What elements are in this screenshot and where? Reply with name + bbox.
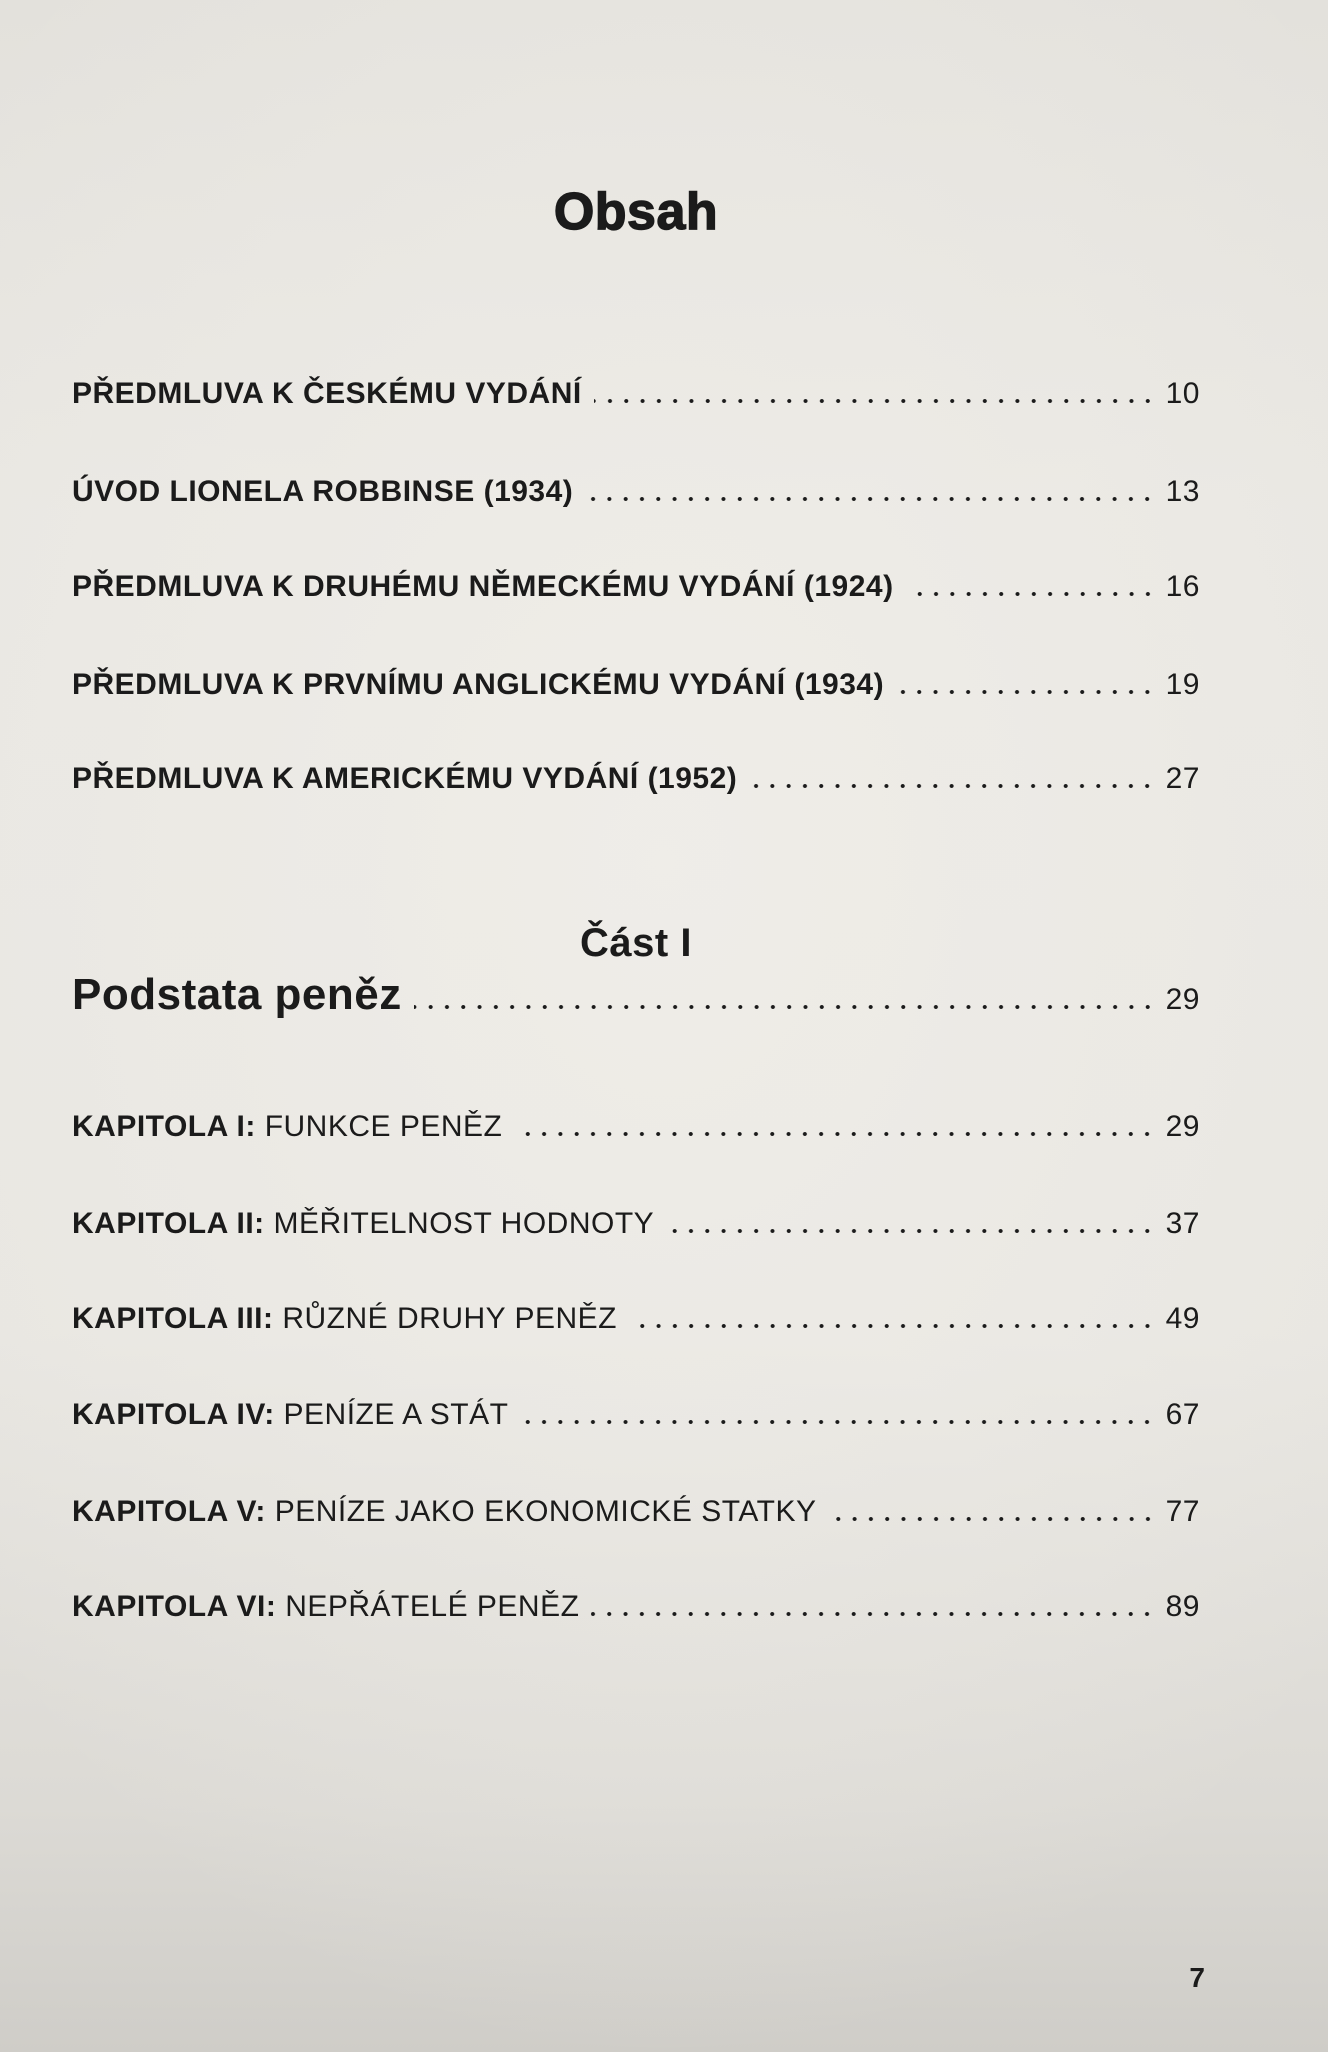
chapter-label: KAPITOLA III: xyxy=(72,1302,274,1335)
toc-entry xyxy=(72,670,1200,700)
toc-entry-title: PŘEDMLUVA K PRVNÍMU ANGLICKÉMU VYDÁNÍ (1934) xyxy=(72,668,885,701)
chapter-entry-text xyxy=(72,1209,654,1239)
toc-page-number: 67 xyxy=(1165,1398,1200,1431)
toc-entry-title: PŘEDMLUVA K DRUHÉMU NĚMECKÉMU VYDÁNÍ (1924) xyxy=(72,570,894,603)
chapter-title: RŮZNÉ DRUHY PENĚZ xyxy=(282,1302,617,1335)
toc-leader xyxy=(520,1420,1155,1424)
chapter-entry xyxy=(72,1497,1200,1527)
chapter-label: KAPITOLA I: xyxy=(72,1110,256,1143)
toc-leader xyxy=(629,1324,1156,1328)
toc-leader xyxy=(749,784,1155,788)
chapter-label: KAPITOLA V: xyxy=(72,1495,266,1528)
toc-page-number: 19 xyxy=(1165,668,1200,701)
toc-entry-title: PŘEDMLUVA K AMERICKÉMU VYDÁNÍ (1952) xyxy=(72,762,738,795)
folio-page-number: 7 xyxy=(1189,1962,1205,1993)
toc-page-number: 16 xyxy=(1165,570,1200,603)
chapter-label: KAPITOLA VI: xyxy=(72,1590,277,1623)
toc-page-number: 29 xyxy=(1165,983,1200,1016)
chapter-title: MĚŘITELNOST HODNOTY xyxy=(273,1207,655,1240)
toc-page-number: 10 xyxy=(1165,377,1200,410)
toc-entry-title: PŘEDMLUVA K ČESKÉMU VYDÁNÍ xyxy=(72,377,582,410)
toc-leader xyxy=(666,1229,1155,1233)
toc-entry xyxy=(72,572,1200,602)
chapter-entry-text xyxy=(72,1400,508,1430)
toc-leader xyxy=(906,592,1156,596)
chapter-title: FUNKCE PENĚZ xyxy=(264,1110,503,1143)
chapter-entry xyxy=(72,1209,1200,1239)
toc-entry xyxy=(72,477,1200,507)
chapter-entry-text xyxy=(72,1592,579,1622)
chapter-entry-text xyxy=(72,1112,502,1142)
part-entry xyxy=(72,970,1200,1019)
part-title: Podstata peněz xyxy=(72,970,402,1019)
chapter-entry xyxy=(72,1304,1200,1334)
toc-title: Obsah xyxy=(553,183,719,241)
toc-page-number: 13 xyxy=(1165,475,1200,508)
part-label: Část I xyxy=(580,921,692,965)
chapter-entry xyxy=(72,1592,1200,1622)
toc-page-number: 29 xyxy=(1165,1110,1200,1143)
toc-entry xyxy=(72,379,1200,409)
chapter-entry-text xyxy=(72,1497,817,1527)
chapter-entry xyxy=(72,1112,1200,1142)
chapter-entry xyxy=(72,1400,1200,1430)
toc-page-number: 27 xyxy=(1165,762,1200,795)
chapter-label: KAPITOLA IV: xyxy=(72,1398,275,1431)
toc-leader xyxy=(514,1132,1155,1136)
toc-leader xyxy=(414,1005,1156,1009)
toc-leader xyxy=(829,1517,1156,1521)
toc-leader xyxy=(585,497,1155,501)
chapter-label: KAPITOLA II: xyxy=(72,1207,265,1240)
toc-page-number: 49 xyxy=(1165,1302,1200,1335)
chapter-entry-text xyxy=(72,1304,617,1334)
toc-entry xyxy=(72,764,1200,794)
toc-leader xyxy=(896,690,1156,694)
chapter-title: PENÍZE JAKO EKONOMICKÉ STATKY xyxy=(274,1495,817,1528)
toc-leader xyxy=(591,1612,1155,1616)
toc-page-number: 89 xyxy=(1165,1590,1200,1623)
toc-leader xyxy=(594,399,1156,403)
chapter-title: PENÍZE A STÁT xyxy=(283,1398,509,1431)
toc-page-number: 37 xyxy=(1165,1207,1200,1240)
toc-page-number: 77 xyxy=(1165,1495,1200,1528)
toc-entry-title: ÚVOD LIONELA ROBBINSE (1934) xyxy=(72,475,574,508)
chapter-title: NEPŘÁTELÉ PENĚZ xyxy=(285,1590,580,1623)
